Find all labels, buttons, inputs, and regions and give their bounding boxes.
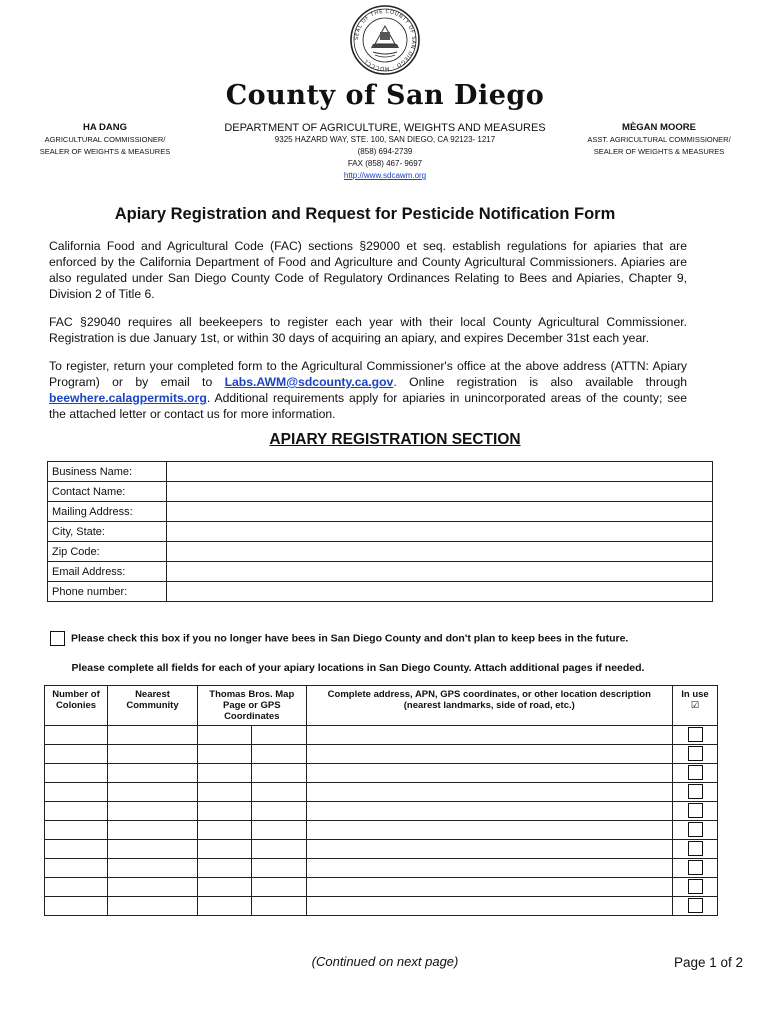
commissioner-title-1: AGRICULTURAL COMMISSIONER/	[44, 135, 166, 144]
location-community-cell[interactable]	[108, 840, 198, 859]
instructions-text-1: To register, return your completed form to the Agricultural Commissioner's office at the above address (ATTN: Apiary Program) or by email to	[49, 359, 687, 389]
location-address-cell[interactable]	[306, 726, 672, 745]
location-in-use-cell	[673, 802, 718, 821]
location-row	[45, 878, 718, 897]
location-community-cell[interactable]	[108, 783, 198, 802]
county-seal	[349, 4, 421, 76]
location-gps-cell[interactable]	[252, 802, 306, 821]
registration-field-input[interactable]	[167, 542, 713, 562]
location-gps-cell[interactable]	[252, 897, 306, 916]
location-gps-cell[interactable]	[252, 878, 306, 897]
registration-field-input[interactable]	[167, 562, 713, 582]
assistant-commissioner-name: MÈGAN MOORE	[622, 122, 696, 133]
location-map-page-cell[interactable]	[198, 783, 252, 802]
location-row	[45, 726, 718, 745]
registration-field-input[interactable]	[167, 462, 713, 482]
registration-field-label: Zip Code:	[48, 542, 167, 562]
location-community-cell[interactable]	[108, 821, 198, 840]
commissioner-title-2: SEALER OF WEIGHTS & MEASURES	[39, 146, 171, 156]
in-use-checkbox[interactable]	[688, 746, 703, 761]
location-community-cell[interactable]	[108, 802, 198, 821]
location-map-page-cell[interactable]	[198, 764, 252, 783]
intro-paragraph: California Food and Agricultural Code (FAC) sections §29000 et seq. establish regulations for apiaries that are enforced by the California Department of Food and Agriculture and County Agricultural Commissioners. Apiaries are also regulated under San Diego County Code of Regulatory Ordinances Relating to Bees and Apiaries, Chapter 9, Division 2 of Title 6.	[49, 239, 687, 301]
registration-instructions-paragraph	[49, 358, 687, 422]
page-number: Page 1 of 2	[674, 955, 744, 970]
location-row	[45, 859, 718, 878]
location-address-cell[interactable]	[306, 897, 672, 916]
registration-field-input[interactable]	[167, 502, 713, 522]
county-title: County of San Diego	[225, 80, 545, 111]
location-row	[45, 897, 718, 916]
in-use-checkbox[interactable]	[688, 765, 703, 780]
registration-table	[47, 461, 713, 602]
location-row	[45, 802, 718, 821]
location-gps-cell[interactable]	[252, 726, 306, 745]
location-gps-cell[interactable]	[252, 840, 306, 859]
registration-row	[48, 502, 713, 522]
header-map-page: Thomas Bros. Map Page or GPS Coordinates	[198, 686, 307, 726]
registration-field-label: Contact Name:	[48, 482, 167, 502]
email-link[interactable]: Labs.AWM@sdcounty.ca.gov	[224, 375, 394, 389]
registration-row	[48, 482, 713, 502]
in-use-checkbox[interactable]	[688, 879, 703, 894]
location-colonies-cell[interactable]	[45, 821, 108, 840]
registration-row	[48, 462, 713, 482]
location-gps-cell[interactable]	[252, 764, 306, 783]
location-colonies-cell[interactable]	[45, 840, 108, 859]
no-bees-row	[50, 631, 628, 646]
location-address-cell[interactable]	[306, 783, 672, 802]
location-gps-cell[interactable]	[252, 821, 306, 840]
in-use-checkbox[interactable]	[688, 727, 703, 742]
location-in-use-cell	[673, 726, 718, 745]
in-use-check-icon: ☑	[690, 700, 700, 711]
header-community: Nearest Community	[108, 686, 198, 726]
location-in-use-cell	[673, 897, 718, 916]
location-address-cell[interactable]	[306, 764, 672, 783]
location-row	[45, 745, 718, 764]
online-registration-link[interactable]: beewhere.calagpermits.org	[49, 391, 207, 405]
location-map-page-cell[interactable]	[198, 745, 252, 764]
no-bees-checkbox[interactable]	[50, 631, 65, 646]
in-use-checkbox[interactable]	[688, 860, 703, 875]
header-address: Complete address, APN, GPS coordinates, or other location description (nearest landmarks, side of road, etc.)	[306, 686, 672, 726]
continued-note: (Continued on next page)	[311, 954, 459, 969]
location-address-cell[interactable]	[306, 859, 672, 878]
location-community-cell[interactable]	[108, 897, 198, 916]
assistant-commissioner-title-1: ASST. AGRICULTURAL COMMISSIONER/	[587, 135, 731, 144]
location-colonies-cell[interactable]	[45, 745, 108, 764]
registration-row	[48, 522, 713, 542]
location-in-use-cell	[673, 840, 718, 859]
in-use-checkbox[interactable]	[688, 822, 703, 837]
registration-field-label: City, State:	[48, 522, 167, 542]
location-address-cell[interactable]	[306, 745, 672, 764]
instructions-text-2: . Online registration is also available through	[393, 375, 687, 389]
location-map-page-cell[interactable]	[198, 821, 252, 840]
header-in-use	[673, 686, 718, 726]
registration-field-input[interactable]	[167, 582, 713, 602]
form-title: Apiary Registration and Request for Pesticide Notification Form	[114, 205, 616, 223]
location-address-cell[interactable]	[306, 821, 672, 840]
registration-section-title: APIARY REGISTRATION SECTION	[269, 431, 521, 448]
assistant-commissioner-block	[584, 122, 734, 156]
locations-table	[44, 685, 718, 916]
registration-field-label: Phone number:	[48, 582, 167, 602]
department-phone: (858) 694-2739	[357, 147, 413, 156]
location-map-page-cell[interactable]	[198, 726, 252, 745]
registration-field-label: Email Address:	[48, 562, 167, 582]
location-colonies-cell[interactable]	[45, 726, 108, 745]
location-row	[45, 764, 718, 783]
in-use-checkbox[interactable]	[688, 841, 703, 856]
department-block	[190, 122, 580, 181]
location-community-cell[interactable]	[108, 764, 198, 783]
location-colonies-cell[interactable]	[45, 897, 108, 916]
location-address-cell[interactable]	[306, 840, 672, 859]
location-row	[45, 821, 718, 840]
registration-field-label: Business Name:	[48, 462, 167, 482]
location-address-cell[interactable]	[306, 878, 672, 897]
location-colonies-cell[interactable]	[45, 802, 108, 821]
location-colonies-cell[interactable]	[45, 878, 108, 897]
location-in-use-cell	[673, 859, 718, 878]
registration-field-label: Mailing Address:	[48, 502, 167, 522]
location-gps-cell[interactable]	[252, 745, 306, 764]
location-map-page-cell[interactable]	[198, 897, 252, 916]
location-colonies-cell[interactable]	[45, 859, 108, 878]
location-gps-cell[interactable]	[252, 859, 306, 878]
location-in-use-cell	[673, 745, 718, 764]
registration-field-input[interactable]	[167, 522, 713, 542]
location-community-cell[interactable]	[108, 878, 198, 897]
location-colonies-cell[interactable]	[45, 783, 108, 802]
locations-instruction: Please complete all fields for each of your apiary locations in San Diego County. Attach additional pages if needed.	[71, 662, 645, 674]
in-use-checkbox[interactable]	[688, 803, 703, 818]
location-map-page-cell[interactable]	[198, 878, 252, 897]
location-row	[45, 840, 718, 859]
registration-row	[48, 562, 713, 582]
seal-text: SEAL OF THE COUNTY OF SAN DIEGO · MDCCCL	[353, 8, 417, 72]
header-colonies: Number of Colonies	[45, 686, 108, 726]
location-in-use-cell	[673, 783, 718, 802]
no-bees-label: Please check this box if you no longer have bees in San Diego County and don't plan to keep bees in the future.	[71, 632, 629, 645]
location-community-cell[interactable]	[108, 859, 198, 878]
commissioner-block	[30, 122, 180, 156]
registration-row	[48, 582, 713, 602]
department-fax: FAX (858) 467- 9697	[347, 159, 423, 168]
department-name: DEPARTMENT OF AGRICULTURE, WEIGHTS AND MEASURES	[224, 122, 546, 134]
in-use-checkbox[interactable]	[688, 784, 703, 799]
location-in-use-cell	[673, 878, 718, 897]
registration-field-input[interactable]	[167, 482, 713, 502]
instructions-text-3: . Additional requirements apply for apiaries in unincorporated areas of the county; see the attached letter or contact us for more information.	[49, 391, 687, 421]
in-use-checkbox[interactable]	[688, 898, 703, 913]
in-use-label: In use	[681, 689, 709, 700]
location-community-cell[interactable]	[108, 745, 198, 764]
department-address: 9325 HAZARD WAY, STE. 100, SAN DIEGO, CA 92123- 1217	[274, 135, 496, 144]
assistant-commissioner-title-2: SEALER OF WEIGHTS & MEASURES	[593, 146, 725, 156]
location-map-page-cell[interactable]	[198, 859, 252, 878]
location-in-use-cell	[673, 821, 718, 840]
registration-row	[48, 542, 713, 562]
location-colonies-cell[interactable]	[45, 764, 108, 783]
location-address-cell[interactable]	[306, 802, 672, 821]
registration-requirement-paragraph: FAC §29040 requires all beekeepers to register each year with their local County Agricultural Commissioner. Registration is due January 1st, or within 30 days of acquiring an apiary, and expires December 31st each year.	[49, 315, 687, 345]
location-gps-cell[interactable]	[252, 783, 306, 802]
location-map-page-cell[interactable]	[198, 802, 252, 821]
location-row	[45, 783, 718, 802]
location-map-page-cell[interactable]	[198, 840, 252, 859]
department-website-link[interactable]: http://www.sdcawm.org	[343, 171, 427, 180]
commissioner-name: HA DANG	[83, 122, 127, 133]
location-in-use-cell	[673, 764, 718, 783]
location-community-cell[interactable]	[108, 726, 198, 745]
